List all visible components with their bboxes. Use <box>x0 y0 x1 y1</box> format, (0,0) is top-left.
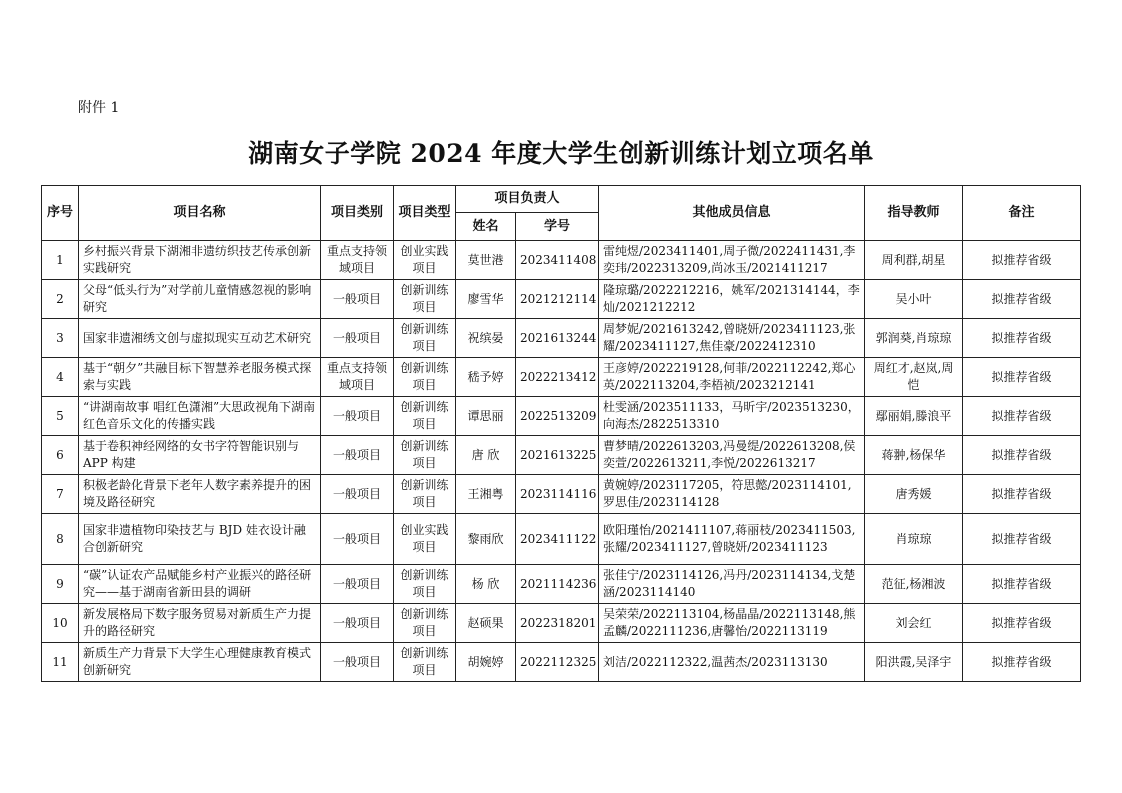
header-project-name: 项目名称 <box>79 186 321 241</box>
cell-leader-name: 廖雪华 <box>456 280 516 319</box>
table-row <box>42 436 1081 475</box>
cell-seq: 2 <box>42 280 79 319</box>
cell-advisor: 郭润葵,肖琼琼 <box>865 319 963 358</box>
cell-remark: 拟推荐省级 <box>963 280 1081 319</box>
cell-type: 创新训练项目 <box>394 358 456 397</box>
cell-members: 雷纯煜/2023411401,周子微/2022411431,李奕玮/2022313209,尚冰玉/2021411217 <box>599 241 865 280</box>
cell-leader-id: 2021212114 <box>516 280 599 319</box>
cell-leader-name: 胡婉婷 <box>456 643 516 682</box>
cell-seq: 8 <box>42 514 79 565</box>
cell-category: 一般项目 <box>321 643 394 682</box>
cell-members: 王彦婷/2022219128,何菲/2022112242,郑心英/2022113204,李梧祯/2023212141 <box>599 358 865 397</box>
header-leader-id: 学号 <box>516 213 599 241</box>
cell-remark: 拟推荐省级 <box>963 436 1081 475</box>
cell-members: 张佳宁/2023114126,冯丹/2023114134,戈楚涵/2023114140 <box>599 565 865 604</box>
cell-project-name: 积极老龄化背景下老年人数字素养提升的困境及路径研究 <box>79 475 321 514</box>
cell-members: 隆琼璐/2022212216，姚军/2021314144，李灿/2021212212 <box>599 280 865 319</box>
cell-seq: 10 <box>42 604 79 643</box>
project-list-table <box>41 185 1081 682</box>
cell-category: 一般项目 <box>321 280 394 319</box>
cell-leader-name: 谭思丽 <box>456 397 516 436</box>
cell-advisor: 刘会红 <box>865 604 963 643</box>
cell-leader-id: 2023411408 <box>516 241 599 280</box>
table-row <box>42 514 1081 565</box>
cell-leader-id: 2023114116 <box>516 475 599 514</box>
cell-category: 一般项目 <box>321 514 394 565</box>
cell-members: 欧阳瑾怡/2021411107,蒋丽枝/2023411503,张耀/2023411127,曾晓妍/2023411123 <box>599 514 865 565</box>
cell-leader-name: 黎雨欣 <box>456 514 516 565</box>
cell-members: 黄婉婷/2023117205，符思懿/2023114101,罗思佳/2023114128 <box>599 475 865 514</box>
cell-seq: 1 <box>42 241 79 280</box>
cell-leader-name: 王湘粤 <box>456 475 516 514</box>
cell-project-name: 国家非遗植物印染技艺与 BJD 娃衣设计融合创新研究 <box>79 514 321 565</box>
cell-members: 曹梦晴/2022613203,冯曼缇/2022613208,侯奕萱/2022613211,李悦/2022613217 <box>599 436 865 475</box>
cell-leader-id: 2022513209 <box>516 397 599 436</box>
cell-type: 创新训练项目 <box>394 397 456 436</box>
cell-advisor: 肖琼琼 <box>865 514 963 565</box>
cell-type: 创业实践项目 <box>394 514 456 565</box>
cell-category: 重点支持领域项目 <box>321 241 394 280</box>
cell-remark: 拟推荐省级 <box>963 643 1081 682</box>
cell-seq: 11 <box>42 643 79 682</box>
table-row <box>42 280 1081 319</box>
cell-leader-id: 2022213412 <box>516 358 599 397</box>
cell-project-name: 国家非遗湘绣文创与虚拟现实互动艺术研究 <box>79 319 321 358</box>
table-row <box>42 319 1081 358</box>
cell-leader-id: 2021613225 <box>516 436 599 475</box>
cell-leader-name: 祝缤晏 <box>456 319 516 358</box>
cell-advisor: 阳洪霞,吴泽宇 <box>865 643 963 682</box>
cell-category: 重点支持领域项目 <box>321 358 394 397</box>
cell-advisor: 吴小叶 <box>865 280 963 319</box>
table-row <box>42 241 1081 280</box>
cell-remark: 拟推荐省级 <box>963 241 1081 280</box>
cell-remark: 拟推荐省级 <box>963 514 1081 565</box>
cell-leader-id: 2021114236 <box>516 565 599 604</box>
cell-advisor: 周红才,赵岚,周恺 <box>865 358 963 397</box>
header-category: 项目类别 <box>321 186 394 241</box>
header-leader: 项目负责人 <box>456 186 599 213</box>
cell-seq: 5 <box>42 397 79 436</box>
cell-leader-name: 杨 欣 <box>456 565 516 604</box>
header-row-1 <box>42 186 1081 213</box>
cell-category: 一般项目 <box>321 475 394 514</box>
cell-seq: 9 <box>42 565 79 604</box>
cell-leader-name: 莫世港 <box>456 241 516 280</box>
cell-project-name: “碳”认证农产品赋能乡村产业振兴的路径研究——基于湖南省新田县的调研 <box>79 565 321 604</box>
cell-advisor: 范征,杨湘波 <box>865 565 963 604</box>
table-row <box>42 643 1081 682</box>
table-row <box>42 565 1081 604</box>
table-row <box>42 475 1081 514</box>
header-seq: 序号 <box>42 186 79 241</box>
cell-project-name: 乡村振兴背景下湖湘非遗纺织技艺传承创新实践研究 <box>79 241 321 280</box>
cell-leader-id: 2022112325 <box>516 643 599 682</box>
cell-type: 创业实践项目 <box>394 241 456 280</box>
cell-type: 创新训练项目 <box>394 475 456 514</box>
cell-leader-name: 唐 欣 <box>456 436 516 475</box>
cell-project-name: 基于“朝夕”共融目标下智慧养老服务模式探索与实践 <box>79 358 321 397</box>
cell-category: 一般项目 <box>321 565 394 604</box>
header-remark: 备注 <box>963 186 1081 241</box>
cell-type: 创新训练项目 <box>394 319 456 358</box>
cell-seq: 4 <box>42 358 79 397</box>
cell-project-name: 父母“低头行为”对学前儿童情感忽视的影响研究 <box>79 280 321 319</box>
cell-seq: 7 <box>42 475 79 514</box>
cell-seq: 3 <box>42 319 79 358</box>
table-row <box>42 358 1081 397</box>
header-type: 项目类型 <box>394 186 456 241</box>
cell-project-name: 新发展格局下数字服务贸易对新质生产力提升的路径研究 <box>79 604 321 643</box>
cell-type: 创新训练项目 <box>394 565 456 604</box>
cell-members: 杜雯涵/2023511133，马昕宇/2023513230，向海杰/2822513310 <box>599 397 865 436</box>
attachment-label: 附件 1 <box>78 100 120 116</box>
cell-members: 周梦妮/2021613242,曾晓妍/2023411123,张耀/2023411127,焦佳豪/2022412310 <box>599 319 865 358</box>
cell-remark: 拟推荐省级 <box>963 604 1081 643</box>
cell-remark: 拟推荐省级 <box>963 397 1081 436</box>
document-title: 湖南女子学院 2024 年度大学生创新训练计划立项名单 <box>248 139 874 168</box>
cell-project-name: 基于卷积神经网络的女书字符智能识别与 APP 构建 <box>79 436 321 475</box>
cell-project-name: 新质生产力背景下大学生心理健康教育模式创新研究 <box>79 643 321 682</box>
cell-remark: 拟推荐省级 <box>963 475 1081 514</box>
cell-advisor: 蒋翀,杨保华 <box>865 436 963 475</box>
table-row <box>42 604 1081 643</box>
cell-leader-name: 嵇予婷 <box>456 358 516 397</box>
cell-advisor: 周利群,胡星 <box>865 241 963 280</box>
table-row <box>42 397 1081 436</box>
cell-remark: 拟推荐省级 <box>963 565 1081 604</box>
header-leader-name: 姓名 <box>456 213 516 241</box>
cell-category: 一般项目 <box>321 319 394 358</box>
header-advisor: 指导教师 <box>865 186 963 241</box>
cell-remark: 拟推荐省级 <box>963 358 1081 397</box>
header-members: 其他成员信息 <box>599 186 865 241</box>
cell-members: 吴荣荣/2022113104,杨晶晶/2022113148,熊孟麟/2022111236,唐馨怡/2022113119 <box>599 604 865 643</box>
cell-advisor: 鄢丽娟,滕浪平 <box>865 397 963 436</box>
cell-leader-id: 2021613244 <box>516 319 599 358</box>
cell-type: 创新训练项目 <box>394 604 456 643</box>
cell-advisor: 唐秀媛 <box>865 475 963 514</box>
cell-members: 刘洁/2022112322,温茜杰/2023113130 <box>599 643 865 682</box>
cell-seq: 6 <box>42 436 79 475</box>
cell-project-name: “讲湖南故事 唱红色潇湘”大思政视角下湖南红色音乐文化的传播实践 <box>79 397 321 436</box>
cell-remark: 拟推荐省级 <box>963 319 1081 358</box>
cell-type: 创新训练项目 <box>394 280 456 319</box>
cell-category: 一般项目 <box>321 397 394 436</box>
cell-category: 一般项目 <box>321 604 394 643</box>
cell-type: 创新训练项目 <box>394 436 456 475</box>
cell-leader-id: 2022318201 <box>516 604 599 643</box>
cell-category: 一般项目 <box>321 436 394 475</box>
cell-type: 创新训练项目 <box>394 643 456 682</box>
cell-leader-id: 2023411122 <box>516 514 599 565</box>
cell-leader-name: 赵硕果 <box>456 604 516 643</box>
